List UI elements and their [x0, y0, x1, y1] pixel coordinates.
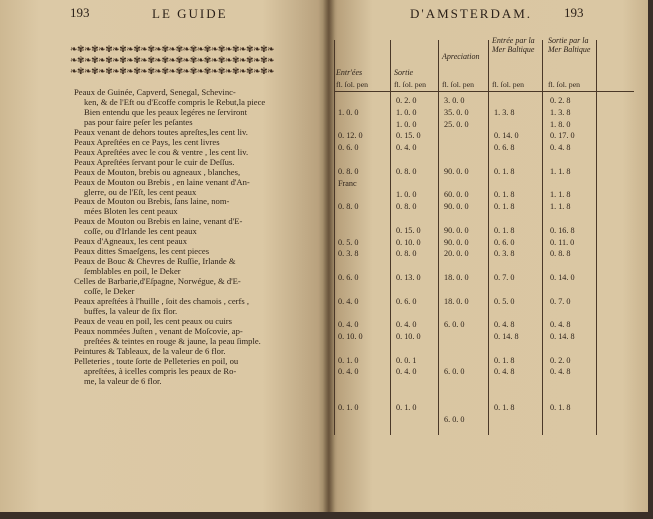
- table-cell: 1. 3. 8: [494, 107, 515, 117]
- column-unit-label: fl. ſol. pen: [336, 80, 369, 89]
- tariff-entry: [74, 88, 328, 128]
- table-row: [328, 179, 648, 189]
- tariff-entry: [74, 297, 328, 317]
- table-cell: 0. 6. 0: [396, 296, 417, 306]
- table-cell: 0. 8. 0: [338, 166, 359, 176]
- table-row: [328, 332, 648, 342]
- table-cell: 0. 4. 0: [396, 367, 417, 377]
- book-gutter: [323, 0, 335, 512]
- table-cell: 90. 0. 0: [444, 237, 469, 247]
- table-cell: 0. 8. 0: [338, 202, 359, 212]
- table-cell: 0. 6. 0: [338, 143, 359, 153]
- table-cell: 0. 15. 0: [396, 225, 421, 235]
- table-row: [328, 131, 648, 141]
- table-cell: 1. 0. 0: [338, 107, 359, 117]
- table-row: [328, 190, 648, 200]
- ornament-row-3: ❧✾❧✾❧✾❧✾❧✾❧✾❧✾❧✾❧✾❧✾❧✾❧✾❧✾❧✾❧: [70, 66, 275, 76]
- entry-line: Peaux de veau en poil, les cent peaux ou cuirs: [74, 315, 232, 326]
- table-cell: 0. 5. 0: [338, 237, 359, 247]
- entry-line: Peaux d'Agneaux, les cent peaux: [74, 236, 187, 247]
- column-heading: Sortie par la Mer Baltique: [548, 36, 591, 54]
- entry-continuation: preſtées & teintes en rouge & jaune, la peau ſimple.: [84, 335, 261, 346]
- table-row: [328, 356, 648, 366]
- table-cell: 0. 1. 8: [494, 202, 515, 212]
- table-cell: 1. 0. 0: [396, 107, 417, 117]
- table-cell: 1. 0. 0: [396, 119, 417, 129]
- table-cell: 0. 14. 0: [494, 131, 519, 141]
- table-cell: 18. 0. 0: [444, 273, 469, 282]
- table-cell: 0. 17. 0: [550, 131, 575, 141]
- entry-continuation: buffes, la valeur de ſix flor.: [84, 305, 178, 316]
- right-page-number: 193: [564, 5, 584, 20]
- table-cell: 0. 1. 0: [396, 402, 417, 412]
- table-cell: 6. 0. 0: [444, 414, 465, 424]
- entry-line: Peaux Apreſtées avec le cou & ventre , les cent liv.: [74, 146, 249, 157]
- table-cell: 1. 1. 8: [550, 166, 571, 176]
- left-running-header: LE GUIDE: [152, 6, 228, 21]
- table-cell: 0. 12. 0: [338, 131, 363, 141]
- right-page: [328, 0, 648, 512]
- tariff-entry: [74, 327, 328, 347]
- column-unit-label: fl. ſol. pen: [492, 80, 525, 89]
- table-cell: 1. 1. 8: [550, 190, 571, 200]
- entry-continuation: glerre, ou de l'Eſt, les cent peaux: [84, 186, 197, 197]
- entry-continuation: apreſtées, à icelles compris les peaux de Ro-: [84, 365, 237, 376]
- entry-continuation: pas pour faire peſer les peſantes: [84, 116, 193, 127]
- table-cell: 0. 2. 0: [396, 96, 417, 105]
- table-row: [328, 379, 648, 389]
- table-cell: 0. 2. 8: [550, 96, 571, 105]
- column-unit-label: fl. ſol. pen: [548, 80, 581, 89]
- table-row: [328, 285, 648, 295]
- table-cell: 90. 0. 0: [444, 202, 469, 212]
- table-cell: 0. 10. 0: [396, 237, 421, 247]
- ornament-row-2: ❧✾❧✾❧✾❧✾❧✾❧✾❧✾❧✾❧✾❧✾❧✾❧✾❧✾❧✾❧: [70, 55, 275, 65]
- table-cell: 0. 1. 8: [550, 402, 571, 412]
- table-cell: 60. 0. 0: [444, 190, 469, 200]
- tariff-entry: [74, 217, 328, 237]
- entry-line: Celles de Barbarie,d'Eſpagne, Norwégue, & d'E-: [74, 276, 241, 287]
- column-unit-label: fl. ſol. pen: [442, 80, 475, 89]
- table-cell: 0. 3. 8: [338, 249, 359, 259]
- table-cell: 0. 5. 0: [494, 296, 515, 306]
- entry-continuation: me, la valeur de 6 flor.: [84, 375, 162, 386]
- table-cell: 0. 4. 8: [494, 367, 515, 377]
- table-row: [328, 273, 648, 283]
- table-row: [328, 108, 648, 118]
- entry-continuation: mées Bloten les cent peaux: [84, 206, 178, 217]
- table-cell: 0. 7. 0: [550, 296, 571, 306]
- header-rule: [334, 91, 634, 92]
- table-row: [328, 249, 648, 259]
- table-row: [328, 320, 648, 330]
- entry-line: Peaux de Mouton ou Brebis , en laine venant d'An-: [74, 176, 250, 187]
- table-cell: 1. 8. 0: [550, 119, 571, 129]
- table-cell: 18. 0. 0: [444, 296, 469, 306]
- right-running-header: D'AMSTERDAM.: [410, 6, 533, 21]
- table-row: [328, 367, 648, 377]
- table-row: [328, 415, 648, 425]
- entry-continuation: coſſe, ou d'Irlande les cent peaux: [84, 226, 197, 237]
- table-cell: 0. 10. 0: [338, 332, 363, 341]
- table-cell: 0. 6. 0: [338, 273, 359, 282]
- table-cell: 0. 6. 0: [494, 237, 515, 247]
- table-cell: 6. 0. 0: [444, 320, 465, 330]
- entry-continuation: ſemblables en poil, le Deker: [84, 266, 181, 277]
- table-cell: 0. 1. 0: [338, 402, 359, 412]
- table-cell: Franc: [338, 178, 357, 188]
- entry-line: Peaux apreſtées à l'huille , ſoit des chamois , cerfs ,: [74, 296, 250, 307]
- table-row: [328, 391, 648, 401]
- column-heading: Sortie: [394, 68, 414, 77]
- table-cell: 0. 14. 8: [494, 332, 519, 341]
- entry-line: Peaux de Mouton ou Brebis, ſans laine, nom-: [74, 196, 230, 207]
- entry-line: Peintures & Tableaux, de la valeur de 6 flor.: [74, 345, 226, 356]
- tariff-entry: [74, 277, 328, 297]
- table-cell: 0. 11. 0: [550, 237, 575, 247]
- tariff-table: [328, 0, 648, 512]
- table-cell: 0. 4. 8: [550, 367, 571, 377]
- table-cell: 0. 4. 0: [338, 296, 359, 306]
- entry-line: Peaux nommées Juſten , venant de Moſcovie, ap-: [74, 325, 243, 336]
- table-row: [328, 120, 648, 130]
- entry-line: Peaux de Bouc & Chevres de Ruſſie, Irlande &: [74, 256, 236, 267]
- table-row: [328, 297, 648, 307]
- tariff-entry: [74, 197, 328, 217]
- entry-line: Peaux de Guinée, Capverd, Senegal, Schevinc-: [74, 87, 236, 97]
- column-heading: Apreciation: [442, 52, 480, 61]
- entry-line: Peaux Apreſtées en ce Pays, les cent livres: [74, 136, 220, 147]
- entry-line: Peaux venant de dehors toutes apreſtes,les cent liv.: [74, 126, 248, 137]
- column-unit-label: fl. ſol. pen: [394, 80, 427, 89]
- table-cell: 1. 3. 8: [550, 107, 571, 117]
- table-cell: 0. 2. 0: [550, 355, 571, 365]
- table-cell: 0. 16. 8: [550, 225, 575, 235]
- table-cell: 0. 0. 1: [396, 355, 417, 365]
- table-cell: 0. 1. 8: [494, 402, 515, 412]
- table-cell: 0. 8. 0: [396, 249, 417, 259]
- table-cell: 0. 8. 8: [550, 249, 571, 259]
- table-row: [328, 143, 648, 153]
- tariff-entry: [74, 257, 328, 277]
- table-cell: 0. 4. 8: [550, 143, 571, 153]
- table-cell: 0. 4. 8: [494, 320, 515, 330]
- ornament-band: [70, 44, 320, 77]
- table-cell: 1. 0. 0: [396, 190, 417, 200]
- table-cell: 0. 1. 8: [494, 166, 515, 176]
- table-cell: 0. 14. 0: [550, 273, 575, 282]
- table-cell: 0. 1. 8: [494, 190, 515, 200]
- table-cell: 0. 4. 8: [550, 320, 571, 330]
- table-row: [328, 403, 648, 413]
- table-row: [328, 96, 648, 106]
- table-cell: 0. 1. 8: [494, 355, 515, 365]
- entry-line: Peaux de Mouton ou Brebis en laine, venant d'E-: [74, 216, 243, 227]
- table-cell: 6. 0. 0: [444, 367, 465, 377]
- table-cell: 0. 3. 8: [494, 249, 515, 259]
- tariff-entry: [74, 357, 328, 387]
- column-heading: Entrée par la Mer Baltique: [492, 36, 535, 54]
- table-row: [328, 344, 648, 354]
- table-row: [328, 167, 648, 177]
- table-cell: 0. 10. 0: [396, 332, 421, 341]
- table-cell: 0. 6. 8: [494, 143, 515, 153]
- table-row: [328, 238, 648, 248]
- tariff-entry-list: [74, 88, 328, 387]
- table-cell: 0. 7. 0: [494, 273, 515, 282]
- table-cell: 1. 1. 8: [550, 202, 571, 212]
- table-cell: 0. 8. 0: [396, 202, 417, 212]
- table-row: [328, 155, 648, 165]
- tariff-entry: [74, 178, 328, 198]
- table-cell: 0. 15. 0: [396, 131, 421, 141]
- left-page: [0, 0, 328, 512]
- entry-line: Peaux dittes Smaeſgens, les cent pieces: [74, 246, 210, 257]
- table-row: [328, 202, 648, 212]
- left-page-number: 193: [70, 5, 90, 20]
- table-cell: 0. 4. 0: [338, 367, 359, 377]
- column-heading: Entr'ées: [336, 68, 363, 77]
- table-cell: 0. 8. 0: [396, 166, 417, 176]
- table-cell: 0. 1. 0: [338, 355, 359, 365]
- table-row: [328, 226, 648, 236]
- table-cell: 3. 0. 0: [444, 96, 465, 105]
- table-cell: 35. 0. 0: [444, 107, 469, 117]
- ornament-row-1: ❧✾❧✾❧✾❧✾❧✾❧✾❧✾❧✾❧✾❧✾❧✾❧✾❧✾❧✾❧: [70, 44, 275, 54]
- table-cell: 0. 1. 8: [494, 225, 515, 235]
- table-cell: 0. 4. 0: [396, 143, 417, 153]
- entry-line: Peaux Apreſtées ſervant pour le cuir de Deſſus.: [74, 156, 235, 167]
- table-cell: 20. 0. 0: [444, 249, 469, 259]
- entry-continuation: coſſe, le Deker: [84, 286, 135, 297]
- table-row: [328, 214, 648, 224]
- entry-continuation: ken, & de l'Eft ou d'Ecoffe compris le Rebut,la piece: [84, 96, 266, 107]
- table-row: [328, 261, 648, 271]
- table-cell: 25. 0. 0: [444, 119, 469, 129]
- entry-line: Pelleteries , toute ſorte de Pelleteries en poil, ou: [74, 355, 239, 366]
- table-cell: 0. 4. 0: [396, 320, 417, 330]
- table-row: [328, 308, 648, 318]
- table-cell: 0. 14. 8: [550, 332, 575, 341]
- table-cell: 90. 0. 0: [444, 225, 469, 235]
- table-cell: 0. 13. 0: [396, 273, 421, 282]
- table-cell: 0. 4. 0: [338, 320, 359, 330]
- table-cell: 90. 0. 0: [444, 166, 469, 176]
- entry-line: Peaux de Mouton, brebis ou agneaux , blanches,: [74, 166, 241, 177]
- entry-continuation: Bien entendu que les peaux legéres ne ſerviront: [84, 106, 247, 117]
